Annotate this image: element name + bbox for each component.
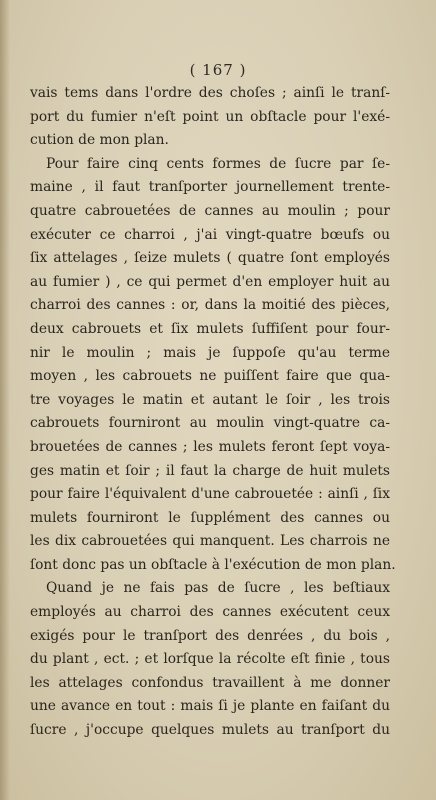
text-line: port du fumier n'eſt point un obſtacle pour l'exé- (30, 108, 390, 125)
text-line: moyen , les cabrouets ne puiſſent faire que qua- (30, 368, 390, 385)
text-line: cabrouets fourniront au moulin vingt-quatre ca- (30, 415, 390, 432)
body-text (30, 82, 396, 743)
text-line: une avance en tout : mais ſi je plante en faiſant du (30, 698, 390, 715)
text-line: ſix attelages , ſeize mulets ( quatre ſont employés (30, 250, 390, 267)
text-line: pour faire l'équivalent d'une cabrouetée : ainſi , ſix (30, 486, 390, 503)
text-line: cution de mon plan. (30, 132, 169, 149)
text-line: charroi des cannes : or, dans la moitié des pièces, (30, 297, 390, 314)
text-line: Pour faire cinq cents formes de ſucre par ſe- (46, 155, 390, 172)
paragraph (30, 82, 390, 153)
text-line: nir le moulin ; mais je ſuppoſe qu'au terme (30, 344, 390, 361)
text-line: ges matin et ſoir ; il faut la charge de huit mulets (30, 462, 390, 479)
text-line: employés au charroi des cannes exécutent ceux (30, 604, 390, 621)
paragraph (30, 577, 390, 742)
text-line: mulets fourniront le ſupplément des cannes ou (30, 509, 390, 526)
binding-shadow (0, 0, 10, 800)
text-line: brouetées de cannes ; les mulets feront ſept voya- (30, 438, 390, 455)
text-line: les attelages confondus travaillent à me donner (30, 674, 390, 691)
text-line: exigés pour le tranſport des denrées , du bois , (30, 627, 390, 644)
text-line: ſont donc pas un obſtacle à l'exécution de mon plan. (30, 556, 396, 573)
page-number: ( 167 ) (189, 61, 247, 79)
text-line: Quand je ne fais pas de ſucre , les beſtiaux (46, 580, 390, 597)
text-line: exécuter ce charroi , j'ai vingt-quatre bœufs ou (30, 226, 390, 243)
text-line: vais tems dans l'ordre des choſes ; ainſi le tranſ- (30, 85, 390, 101)
text-line: deux cabrouets et ſix mulets ſuffiſent pour four- (30, 320, 390, 337)
text-line: tre voyages le matin et autant le ſoir , les trois (30, 391, 390, 408)
paragraph (30, 153, 396, 578)
text-line: maine , il faut tranſporter journellement trente- (30, 179, 390, 196)
text-line: ſucre , j'occupe quelques mulets au tranſport du (30, 722, 390, 739)
text-line: du plant , ect. ; et lorſque la récolte eſt finie , tous (30, 651, 390, 668)
text-line: les dix cabrouetées qui manquent. Les charrois ne (30, 533, 390, 550)
text-line: au fumier ) , ce qui permet d'en employer huit au (30, 273, 390, 290)
text-line: quatre cabrouetées de cannes au moulin ; pour (30, 202, 390, 219)
